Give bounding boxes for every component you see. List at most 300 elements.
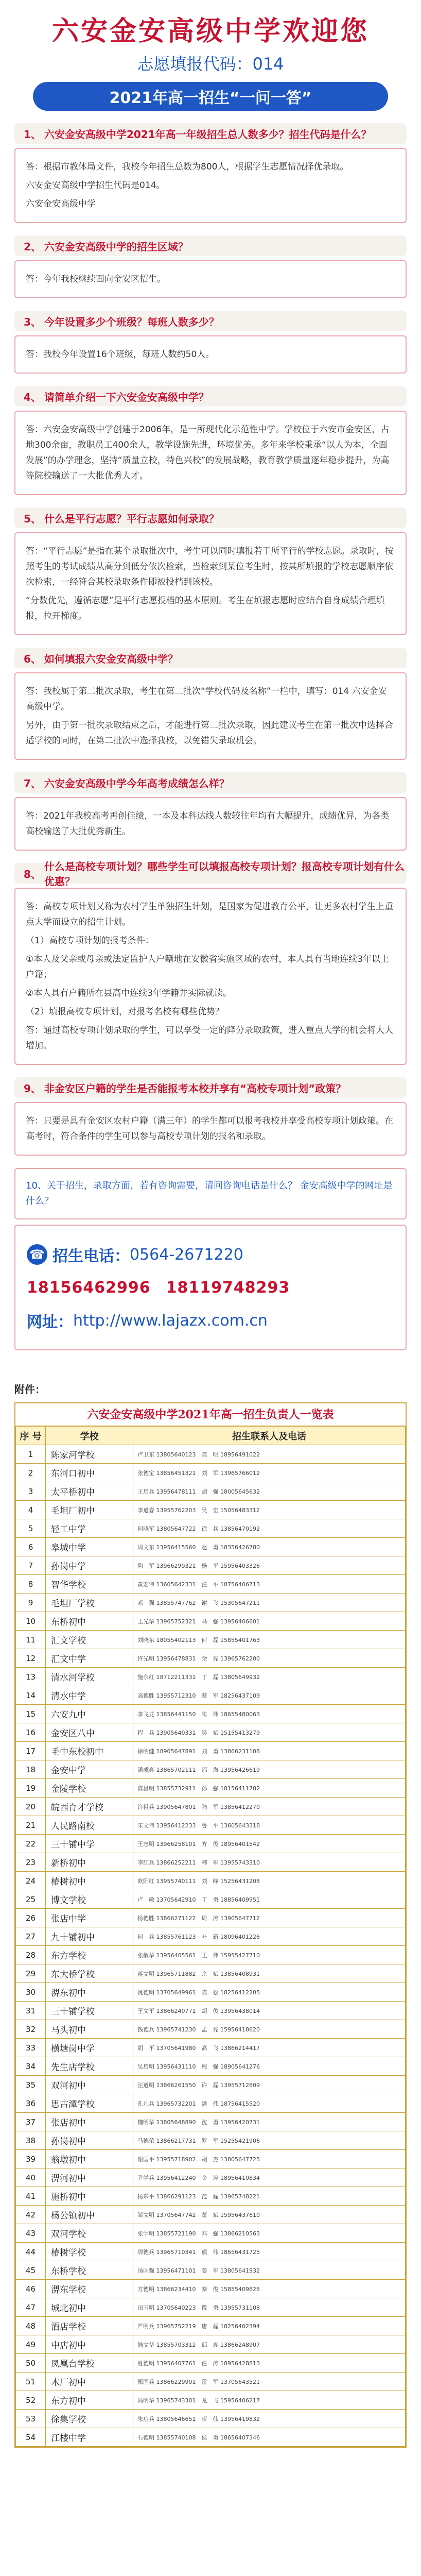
school-contact: 卢卫东 13805640123 陈 明 18956491022 (133, 1445, 406, 1464)
row-number: 13 (16, 1668, 46, 1686)
mobile-2[interactable]: 18119748293 (166, 1278, 290, 1297)
school-name: 中店初中 (46, 2335, 133, 2354)
table-row (16, 2224, 406, 2243)
school-name: 汇文学校 (46, 1631, 133, 1649)
school-name: 张店初中 (46, 2113, 133, 2131)
table-row (16, 2335, 406, 2354)
school-contact: 吴启明 13956431110 程 强 18905641276 (133, 2057, 406, 2076)
row-number: 37 (16, 2113, 46, 2131)
answer-line: 答：我校今年设置16个班级，每班人数约50人。 (26, 349, 215, 360)
school-name: 轻工中学 (46, 1519, 133, 1538)
question (14, 1077, 407, 1098)
page-title: 六安金安高级中学欢迎您 (51, 15, 369, 47)
school-contact: 欧阳红 13955740111 刘 峰 15256431208 (133, 1872, 406, 1890)
school-contact: 谢国平 13955718902 胡 杰 13805647725 (133, 2150, 406, 2168)
school-contact: 周德兵 13965710341 熊 伟 18656431725 (133, 2243, 406, 2261)
row-number: 25 (16, 1890, 46, 1909)
school-contact: 王志明 13966258101 方 俊 18956401542 (133, 1835, 406, 1853)
row-number: 45 (16, 2261, 46, 2280)
web-url[interactable]: http://www.lajazx.com.cn (73, 1311, 268, 1330)
row-number: 52 (16, 2391, 46, 2410)
table-row (16, 2317, 406, 2335)
school-name: 杨公镇初中 (46, 2206, 133, 2224)
school-contact: 王文平 13866240771 胡 俊 13956438014 (133, 2002, 406, 2020)
question-number: 9、 (24, 1082, 41, 1095)
row-number: 18 (16, 1760, 46, 1779)
school-name: 东大桥学校 (46, 1964, 133, 1983)
attachment (14, 1381, 407, 2448)
qa-item (14, 386, 407, 495)
school-name: 双河初中 (46, 2076, 133, 2094)
answer (14, 411, 407, 495)
answer-line: 答：根据市教体局文件，我校今年招生总数为800人，根据学生志愿情况择优录取。 (26, 162, 349, 172)
question-number: 3、 (24, 315, 41, 328)
school-name: 思古潭学校 (46, 2094, 133, 2113)
school-name: 淠东初中 (46, 1983, 133, 2002)
answer (14, 148, 407, 223)
table-row (16, 2354, 406, 2372)
school-name: 城北初中 (46, 2298, 133, 2317)
question (14, 235, 407, 256)
school-contact: 黄宏伟 13605642331 汪 平 18756406713 (133, 1575, 406, 1594)
answer-line: 答：通过高校专项计划录取的学生，可以享受一定的降分录取政策，进入重点大学的机会将大大增加。 (26, 1025, 393, 1051)
school-name: 陈家河学校 (46, 1445, 133, 1464)
row-number: 20 (16, 1798, 46, 1816)
question (14, 648, 407, 668)
school-name: 淠河初中 (46, 2168, 133, 2187)
row-number: 29 (16, 1964, 46, 1983)
table-row (16, 1909, 406, 1927)
answer (14, 260, 407, 298)
row-number: 21 (16, 1816, 46, 1835)
answer-line: “分数优先，遵循志愿”是平行志愿投档的基本原则。考生在填报志愿时应结合自身成绩合理填报，拉开梯度。 (26, 596, 385, 621)
question (14, 772, 407, 793)
answer-line: 六安金安高级中学招生代码是014。 (26, 180, 165, 191)
school-name: 张店中学 (46, 1909, 133, 1927)
question-text: 如何填报六安金安高级中学？ (44, 652, 178, 665)
school-name: 三十铺中学 (46, 1835, 133, 1853)
table-row (16, 1556, 406, 1575)
table-row (16, 2391, 406, 2410)
table-row (16, 1631, 406, 1649)
school-contact: 张学明 13855721190 邓 强 13866210563 (133, 2224, 406, 2243)
school-name: 东方学校 (46, 1946, 133, 1964)
school-contact: 许光明 13956478831 余 亮 13965762200 (133, 1649, 406, 1668)
table-row (16, 1816, 406, 1835)
school-contact: 高德胜 13955712310 蔡 军 18256437109 (133, 1686, 406, 1705)
school-name: 新桥初中 (46, 1853, 133, 1872)
school-contact: 周文东 13956415560 赵 勇 18356426780 (133, 1538, 406, 1556)
school-name: 东桥学校 (46, 2261, 133, 2280)
question-text: 什么是平行志愿？平行志愿如何录取？ (44, 512, 219, 525)
row-number: 24 (16, 1872, 46, 1890)
school-contact: 许祖兵 13905647801 陆 军 13856412270 (133, 1798, 406, 1816)
table-row (16, 1594, 406, 1612)
table-row (16, 1668, 406, 1686)
school-name: 东河口初中 (46, 1464, 133, 1482)
qa-item (14, 648, 407, 760)
qa-item (14, 311, 407, 374)
school-contact: 尹学兵 13956412240 金 涛 18956410834 (133, 2168, 406, 2187)
school-name: 六安九中 (46, 1705, 133, 1723)
col-no-header: 序 号 (16, 1427, 46, 1445)
school-contact: 张敏华 13956405561 王 伟 15955427710 (133, 1946, 406, 1964)
row-number: 54 (16, 2428, 46, 2447)
school-contact: 魏明华 13805648890 沈 勇 13956420731 (133, 2113, 406, 2131)
question-number: 1、 (24, 128, 41, 141)
table-row (16, 1649, 406, 1668)
table-title: 六安金安高级中学2021年高一招生负责人一览表 (15, 1403, 406, 1426)
table-row (16, 1927, 406, 1946)
row-number: 51 (16, 2372, 46, 2391)
answer-line: （1）高校专项计划的报考条件： (26, 936, 154, 946)
table-row (16, 2372, 406, 2391)
school-contact: 杨东平 13866291123 范 磊 13965748221 (133, 2187, 406, 2206)
question-text: 请简单介绍一下六安金安高级中学？ (44, 391, 209, 403)
school-name: 清水中学 (46, 1686, 133, 1705)
table-row (16, 1853, 406, 1872)
school-name: 汇文中学 (46, 1649, 133, 1668)
school-name: 人民路南校 (46, 1816, 133, 1835)
table-row (16, 1464, 406, 1482)
table-row (16, 2113, 406, 2131)
school-contact: 马德荣 13866217731 罗 军 15255421906 (133, 2131, 406, 2150)
school-name: 太平桥初中 (46, 1482, 133, 1501)
table-row (16, 2280, 406, 2298)
table-row (16, 1482, 406, 1501)
school-name: 双河学校 (46, 2224, 133, 2243)
table-row (16, 1538, 406, 1556)
school-name: 徐集学校 (46, 2410, 133, 2428)
school-contact: 冯明华 13965743301 龙 飞 15956406217 (133, 2391, 406, 2410)
school-name: 清水河学校 (46, 1668, 133, 1686)
table-row (16, 2094, 406, 2113)
school-contact: 朱启兵 13805646651 贺 伟 13956419832 (133, 2410, 406, 2428)
row-number: 12 (16, 1649, 46, 1668)
school-contact: 程 兵 13905640331 吴 斌 15155413279 (133, 1723, 406, 1742)
question-number: 4、 (24, 391, 41, 403)
school-name: 三十铺学校 (46, 2002, 133, 2020)
answer-line: 答：今年我校继续面向金安区招生。 (26, 274, 166, 284)
table-row (16, 2076, 406, 2094)
table-row (16, 2298, 406, 2317)
answer (14, 532, 407, 635)
answer (14, 672, 407, 760)
row-number: 40 (16, 2168, 46, 2187)
col-school-header: 学校 (46, 1427, 133, 1445)
table-row (16, 2039, 406, 2057)
row-number: 30 (16, 1983, 46, 2002)
school-contact: 钱德兵 13965741230 孟 亮 15956418620 (133, 2020, 406, 2039)
answer (14, 797, 407, 851)
web-row (27, 1304, 394, 1337)
question-text: 什么是高校专项计划？哪些学生可以填报高校专项计划？报高校专项计划有什么优惠？ (44, 860, 405, 888)
row-number: 32 (16, 2020, 46, 2039)
row-number: 5 (16, 1519, 46, 1538)
table-row (16, 2261, 406, 2280)
question-number: 8、 (24, 868, 41, 880)
row-number: 48 (16, 2317, 46, 2335)
row-number: 19 (16, 1779, 46, 1798)
question (14, 386, 407, 406)
school-name: 东桥初中 (46, 1612, 133, 1631)
code-line: 志愿填报代码：014 (137, 54, 284, 74)
table-row (16, 1501, 406, 1519)
school-contact: 何 兵 13855761123 叶 新 18096401226 (133, 1927, 406, 1946)
row-number: 17 (16, 1742, 46, 1760)
row-number: 8 (16, 1575, 46, 1594)
school-name: 皖西育才学校 (46, 1798, 133, 1816)
row-number: 3 (16, 1482, 46, 1501)
question-number: 6、 (24, 652, 41, 665)
row-number: 6 (16, 1538, 46, 1556)
answer (14, 1102, 407, 1156)
qa-list (0, 123, 421, 1156)
qa-item (14, 860, 407, 1065)
question-number: 7、 (24, 777, 41, 790)
table-row (16, 1946, 406, 1964)
school-contact: 李道春 13955762203 吴 宏 15056483312 (133, 1501, 406, 1519)
row-number: 47 (16, 2298, 46, 2317)
row-number: 31 (16, 2002, 46, 2020)
row-number: 35 (16, 2076, 46, 2094)
school-contact: 蒋文明 13965711882 余 斌 13856408931 (133, 1964, 406, 1983)
mobile-1[interactable]: 18156462996 (27, 1278, 151, 1297)
school-contact: 王启兵 13956478111 胡 强 18005645632 (133, 1482, 406, 1501)
table-row (16, 1723, 406, 1742)
school-name: 金陵学校 (46, 1779, 133, 1798)
table-row (16, 2131, 406, 2150)
row-number: 11 (16, 1631, 46, 1649)
school-name: 椿树学校 (46, 2243, 133, 2261)
school-name: 木厂初中 (46, 2372, 133, 2391)
row-number: 1 (16, 1445, 46, 1464)
table-row (16, 2243, 406, 2261)
school-contact: 施永红 18712211331 丁 磊 13805649932 (133, 1668, 406, 1686)
row-number: 38 (16, 2131, 46, 2150)
school-contact: 刘晓东 18055402113 何 磊 15855401763 (133, 1631, 406, 1649)
table-row (16, 1612, 406, 1631)
school-name: 马头初中 (46, 2020, 133, 2039)
table-row (16, 1835, 406, 1853)
school-contact: 李红兵 13866252211 韩 军 13955743310 (133, 1853, 406, 1872)
school-contact: 王光华 13965752321 马 强 13956406601 (133, 1612, 406, 1631)
table-row (16, 2057, 406, 2076)
qa-item (14, 507, 407, 635)
table-row (16, 1686, 406, 1705)
row-number: 49 (16, 2335, 46, 2354)
school-contact: 严明兵 13965752219 唐 磊 18256402394 (133, 2317, 406, 2335)
answer-line: 答：“平行志愿”是指在某个录取批次中，考生可以同时填报若干所平行的学校志愿。录取时，按照考生的考试成绩从高分到低分依次检索，当检索到某位考生时，按其所填报的学校志愿顺序依次检索，一经符合某校录取条件即被投档到该校。 (26, 546, 394, 587)
row-number: 28 (16, 1946, 46, 1964)
row-number: 26 (16, 1909, 46, 1927)
school-contact: 胡 平 13705641980 高 飞 13866214417 (133, 2039, 406, 2057)
school-contact: 何晓军 13805647722 徐 兵 13856470192 (133, 1519, 406, 1538)
school-contact: 石德明 13855740108 侯 勇 18656407346 (133, 2428, 406, 2447)
school-name: 椿树初中 (46, 1872, 133, 1890)
table-row (16, 1964, 406, 1983)
answer-line: 另外，由于第一批次录取结束之后，才能进行第二批次录取，因此建议考生在第一批次中选择合适学校的同时，在第二批次中选择我校，以免错失录取机会。 (26, 720, 393, 746)
final-question (14, 1168, 407, 1219)
row-number: 42 (16, 2206, 46, 2224)
table-row (16, 1798, 406, 1816)
row-number: 34 (16, 2057, 46, 2076)
table-row (16, 1779, 406, 1798)
school-contact: 夏德明 13956407761 任 涛 18956428813 (133, 2354, 406, 2372)
row-number: 9 (16, 1594, 46, 1612)
school-name: 先生店学校 (46, 2057, 133, 2076)
attachment-label: 附件： (14, 1383, 45, 1396)
final-question-text: 10、关于招生，录取方面，若有咨询需要，请问咨询电话是什么？ 金安高级中学的网址是什么？ (26, 1180, 393, 1207)
school-contact: 宋文伟 13956412233 鲁 平 13605643318 (133, 1816, 406, 1835)
school-contact: 姚德明 13705649961 陈 松 18256412205 (133, 1983, 406, 2002)
answer-line: ①本人及父亲或母亲或法定监护人户籍地在安徽省实施区域的农村，本人具有当地连续3年以上户籍； (26, 954, 390, 980)
table-row (16, 2168, 406, 2187)
school-contact: 卢 敏 13705642910 丁 勇 18856409951 (133, 1890, 406, 1909)
row-number: 2 (16, 1464, 46, 1482)
school-contact: 田玉明 13705640223 段 勇 13955731108 (133, 2298, 406, 2317)
question-text: 六安金安高级中学的招生区域？ (44, 240, 188, 253)
row-number: 15 (16, 1705, 46, 1723)
question-number: 5、 (24, 512, 41, 525)
answer-line: 六安金安高级中学 (26, 199, 96, 209)
row-number: 39 (16, 2150, 46, 2168)
contact-table-wrap (14, 1402, 407, 2448)
table-row (16, 1890, 406, 1909)
school-name: 施桥初中 (46, 2187, 133, 2206)
banner: 2021年高一招生“一问一答” (33, 82, 388, 111)
contact-table (15, 1426, 406, 2447)
school-name: 九十铺初中 (46, 1927, 133, 1946)
question-number: 2、 (24, 240, 41, 253)
school-name: 孙岗初中 (46, 2131, 133, 2150)
school-name: 淠东学校 (46, 2280, 133, 2298)
table-row (16, 1445, 406, 1464)
table-row (16, 1872, 406, 1890)
table-row (16, 1575, 406, 1594)
school-name: 皋城中学 (46, 1538, 133, 1556)
school-name: 横塘岗中学 (46, 2039, 133, 2057)
table-row (16, 2002, 406, 2020)
answer-line: ②本人具有户籍所在县高中连续3年学籍并实际就读。 (26, 988, 232, 998)
question (14, 311, 407, 331)
table-row (16, 2206, 406, 2224)
school-contact: 徐明健 18905647891 刘 勇 13866231108 (133, 1742, 406, 1760)
question-text: 六安金安高级中学2021年高一年级招生总人数多少？招生代码是什么？ (44, 128, 372, 141)
answer-line: 答：只要是具有金安区农村户籍（满三年）的学生都可以报考我校并享受高校专项计划政策。在高考时，符合条件的学生可以参与高校专项计划的报名和录取。 (26, 1116, 393, 1142)
school-name: 毛中东校初中 (46, 1742, 133, 1760)
table-row (16, 2150, 406, 2168)
school-contact: 李飞龙 13856441150 朱 伟 18655480063 (133, 1705, 406, 1723)
phone-main[interactable]: 0564-2671220 (130, 1245, 243, 1264)
school-name: 孙岗中学 (46, 1556, 133, 1575)
row-number: 50 (16, 2354, 46, 2372)
table-row (16, 1705, 406, 1723)
col-contact-header: 招生联系人及电话 (133, 1427, 406, 1445)
answer-line: 答：2021年我校高考再创佳绩，一本及本科达线人数较往年均有大幅提升，成绩优异，为各类高校输送了大批优秀新生。 (26, 811, 390, 837)
hero (0, 0, 421, 111)
table-row (16, 1760, 406, 1779)
row-number: 53 (16, 2410, 46, 2428)
question (14, 123, 407, 144)
school-contact: 汤国强 13956471101 姜 军 13805641932 (133, 2261, 406, 2280)
table-header-row (16, 1427, 406, 1445)
contact-box (14, 1225, 407, 1350)
school-contact: 陈昌明 13855732911 孙 强 18156411782 (133, 1779, 406, 1798)
school-contact: 汪道明 13866261550 许 磊 13955712809 (133, 2076, 406, 2094)
table-row (16, 2410, 406, 2428)
answer-line: 答：我校属于第二批次录取，考生在第二批次“学校代码及名称”一栏中，填写：014 六安金安高级中学。 (26, 686, 387, 712)
row-number: 36 (16, 2094, 46, 2113)
question-text: 六安金安高级中学今年高考成绩怎么样？ (44, 777, 230, 790)
table-body (16, 1445, 406, 2447)
school-name: 凤凰台学校 (46, 2354, 133, 2372)
question (14, 507, 407, 528)
school-name: 东方初中 (46, 2391, 133, 2410)
qa-item-final (14, 1168, 407, 1350)
school-name: 毛坦厂学校 (46, 1594, 133, 1612)
school-contact: 郑国兵 13866229901 雷 军 13705643521 (133, 2372, 406, 2391)
school-contact: 邓 强 13855747762 谢 飞 15305647211 (133, 1594, 406, 1612)
answer (14, 888, 407, 1065)
table-row (16, 1983, 406, 2002)
question-text: 今年设置多少个班级？每班人数多少？ (44, 315, 219, 328)
school-contact: 孔凡兵 13965732201 潘 伟 18756415520 (133, 2094, 406, 2113)
table-row (16, 2020, 406, 2039)
qa-item (14, 235, 407, 298)
row-number: 44 (16, 2243, 46, 2261)
school-name: 毛坦厂初中 (46, 1501, 133, 1519)
school-name: 江楼中学 (46, 2428, 133, 2447)
school-contact: 杨德胜 13866271122 周 涛 13905647712 (133, 1909, 406, 1927)
question (14, 860, 407, 888)
row-number: 10 (16, 1612, 46, 1631)
table-row (16, 1742, 406, 1760)
phone-label: 招生电话： (52, 1247, 130, 1265)
answer (14, 335, 407, 374)
table-row (16, 1519, 406, 1538)
row-number: 16 (16, 1723, 46, 1742)
school-name: 金安区八中 (46, 1723, 133, 1742)
table-row (16, 2187, 406, 2206)
school-contact: 潘成亮 13865702111 邵 海 13956426619 (133, 1760, 406, 1779)
question-text: 非金安区户籍的学生是否能报考本校并享有“高校专项计划”政策？ (44, 1082, 346, 1095)
row-number: 46 (16, 2280, 46, 2298)
school-contact: 张德宝 13856451321 刘 军 13965766012 (133, 1464, 406, 1482)
school-contact: 陆文华 13855703312 邱 亮 13866248907 (133, 2335, 406, 2354)
answer-line: （2）填报高校专项计划，对报考名校有哪些优势？ (26, 1007, 224, 1017)
phone-icon: ☎ (27, 1244, 47, 1265)
school-contact: 陶 军 13966299321 杨 平 15956403326 (133, 1556, 406, 1575)
qa-item (14, 123, 407, 223)
school-name: 金安中学 (46, 1760, 133, 1779)
row-number: 27 (16, 1927, 46, 1946)
answer-line: 答：高校专项计划又称为农村学生单独招生计划，是国家为促进教育公平，让更多农村学生上重点大学而设立的招生计划。 (26, 902, 393, 927)
row-number: 7 (16, 1556, 46, 1575)
web-label: 网址： (27, 1313, 73, 1331)
contact-phone-row (27, 1238, 394, 1271)
qa-item (14, 1077, 407, 1156)
row-number: 14 (16, 1686, 46, 1705)
qa-item (14, 772, 407, 851)
school-contact: 方德明 13866234410 秦 俊 15855409826 (133, 2280, 406, 2298)
row-number: 23 (16, 1853, 46, 1872)
mobile-row (27, 1271, 394, 1304)
row-number: 41 (16, 2187, 46, 2206)
row-number: 33 (16, 2039, 46, 2057)
row-number: 22 (16, 1835, 46, 1853)
school-name: 博文学校 (46, 1890, 133, 1909)
